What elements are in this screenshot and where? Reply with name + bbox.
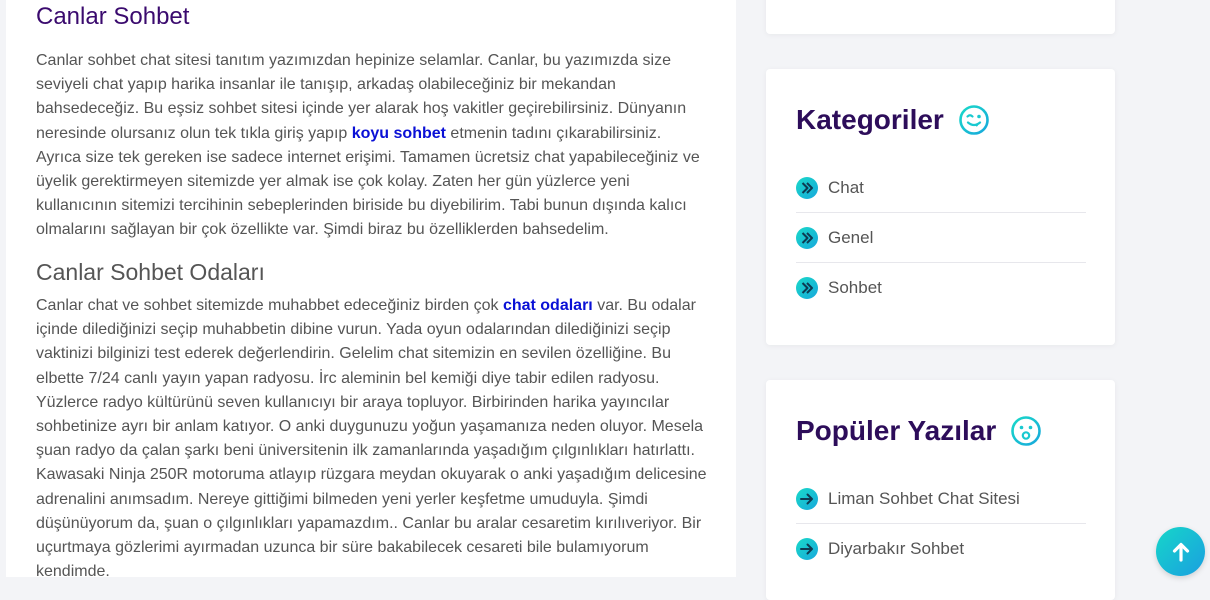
- category-item-genel[interactable]: [796, 213, 1086, 263]
- chat-odalari-link[interactable]: chat odaları: [502, 297, 593, 314]
- popular-post-label: Diyarbakır Sohbet: [828, 539, 965, 558]
- article-subtitle: Canlar Sohbet Odaları: [36, 259, 265, 285]
- category-label: Chat: [828, 177, 864, 197]
- arrow-up-icon: [1170, 541, 1192, 563]
- category-label: Sohbet: [828, 278, 882, 297]
- categories-title-text: Kategoriler: [796, 104, 944, 135]
- koyu-sohbet-link[interactable]: koyu sohbet: [351, 124, 446, 142]
- category-item-chat[interactable]: [796, 163, 1086, 213]
- scroll-to-top-button[interactable]: [1156, 527, 1205, 576]
- surprised-emoji-icon: [1010, 415, 1042, 447]
- article-paragraph-2: [36, 294, 708, 584]
- article-paragraph-1: [36, 49, 708, 243]
- categories-title: [796, 102, 990, 138]
- popular-posts-title-text: Popüler Yazılar: [796, 415, 997, 446]
- category-item-sohbet[interactable]: [796, 263, 1086, 313]
- article-content: [6, 0, 736, 581]
- paragraph-text: var. Bu odalar içinde dilediğinizi seçip muhabbetin dibine vurun. Yada oyun odalarından dilediğinizi seçip vaktinizi bilginizi test ederek değerlendirin. Gelelim chat sitemizin en sevilen özelliğine. Bu elbette 7/24 canlı yayın yapan radyosu. İrc aleminin bel kemiği diye tabir edilen radyosu. Yüzlerce radyo kültürünü seven kullanıcıyı bir araya topluyor. Birbirinden harika yayıncılar sohbetinize ayrı bir anlam katıyor. O anki duygunuzu yoğun yaşamanıza neden oluyor. Mesela şuan radyo da çalan şarkı beni üniversitenin ilk zamanlarında yaşadığım çılgınlıkları hatırlattı. Kawasaki Ninja 250R motoruma atlayıp rüzgara meydan okuyarak o anki yaşadığım delicesine adrenalini anımsadım. Nereye gittiğimi bilmeden yeni yerler keşfetme umuduyla. Şimdi düşünüyorum da, şuan o çılgınlıkları yapamazdım.. Canlar bu aralar cesaretim kırılıveriyor. Bir uçurtmaya gözlerimi ayırmadan uzunca bir süre bakabilecek cesareti bile bulamıyorum kendimde.: [36, 297, 707, 581]
- tongue-out-emoji-icon: [958, 104, 990, 136]
- category-label: Genel: [828, 227, 874, 247]
- popular-posts-title: [796, 413, 1042, 449]
- paragraph-text: Canlar chat ve sohbet sitemizde muhabbet edeceğiniz birden çok: [36, 297, 503, 314]
- double-chevron-right-icon: [796, 227, 818, 249]
- arrow-right-icon: [796, 488, 818, 510]
- paragraph-text: Canlar sohbet chat sitesi tanıtım yazımızdan hepinize selamlar. Canlar, bu yazımızda size seviyeli chat yapıp harika insanlar ile tanışıp, arkadaş olabileceğiniz bir mekandan bahsedeceğiz. Bu eşsiz sohbet sitesi içinde yer alarak hoş vakitler geçirebilirsiniz. Dünyanın neresinde olursanız olun tek tıkla giriş yapıp: [36, 52, 687, 142]
- double-chevron-right-icon: [796, 277, 818, 299]
- popular-posts-widget: [766, 380, 1115, 600]
- popular-post-label: Liman Sohbet Chat Sitesi: [828, 488, 1020, 508]
- popular-post-item[interactable]: [796, 524, 1086, 574]
- paragraph-text: etmenin tadını çıkarabilirsiniz. Ayrıca size tek gereken ise sadece internet erişimi. Tamamen ücretsiz chat yapabileceğiniz ve üyelik gerektirmeyen sitemizde yer almak ise çok kolay. Zaten her gün yüzlerce yeni kullanıcının sitemizi tercihinin sebeplerinden biriside bu diyebilirim. Tabi bunun dışında kalıcı olmalarını sağlayan bir çok özellikte var. Şimdi biraz bu özelliklerden bahsedelim.: [36, 124, 700, 239]
- article-title: Canlar Sohbet: [36, 3, 190, 30]
- popular-posts-list: [796, 474, 1086, 574]
- double-chevron-right-icon: [796, 177, 818, 199]
- categories-list: [796, 163, 1086, 313]
- popular-post-item[interactable]: [796, 474, 1086, 524]
- sidebar-widget-top: [766, 0, 1115, 34]
- categories-widget: [766, 69, 1115, 345]
- arrow-right-icon: [796, 538, 818, 560]
